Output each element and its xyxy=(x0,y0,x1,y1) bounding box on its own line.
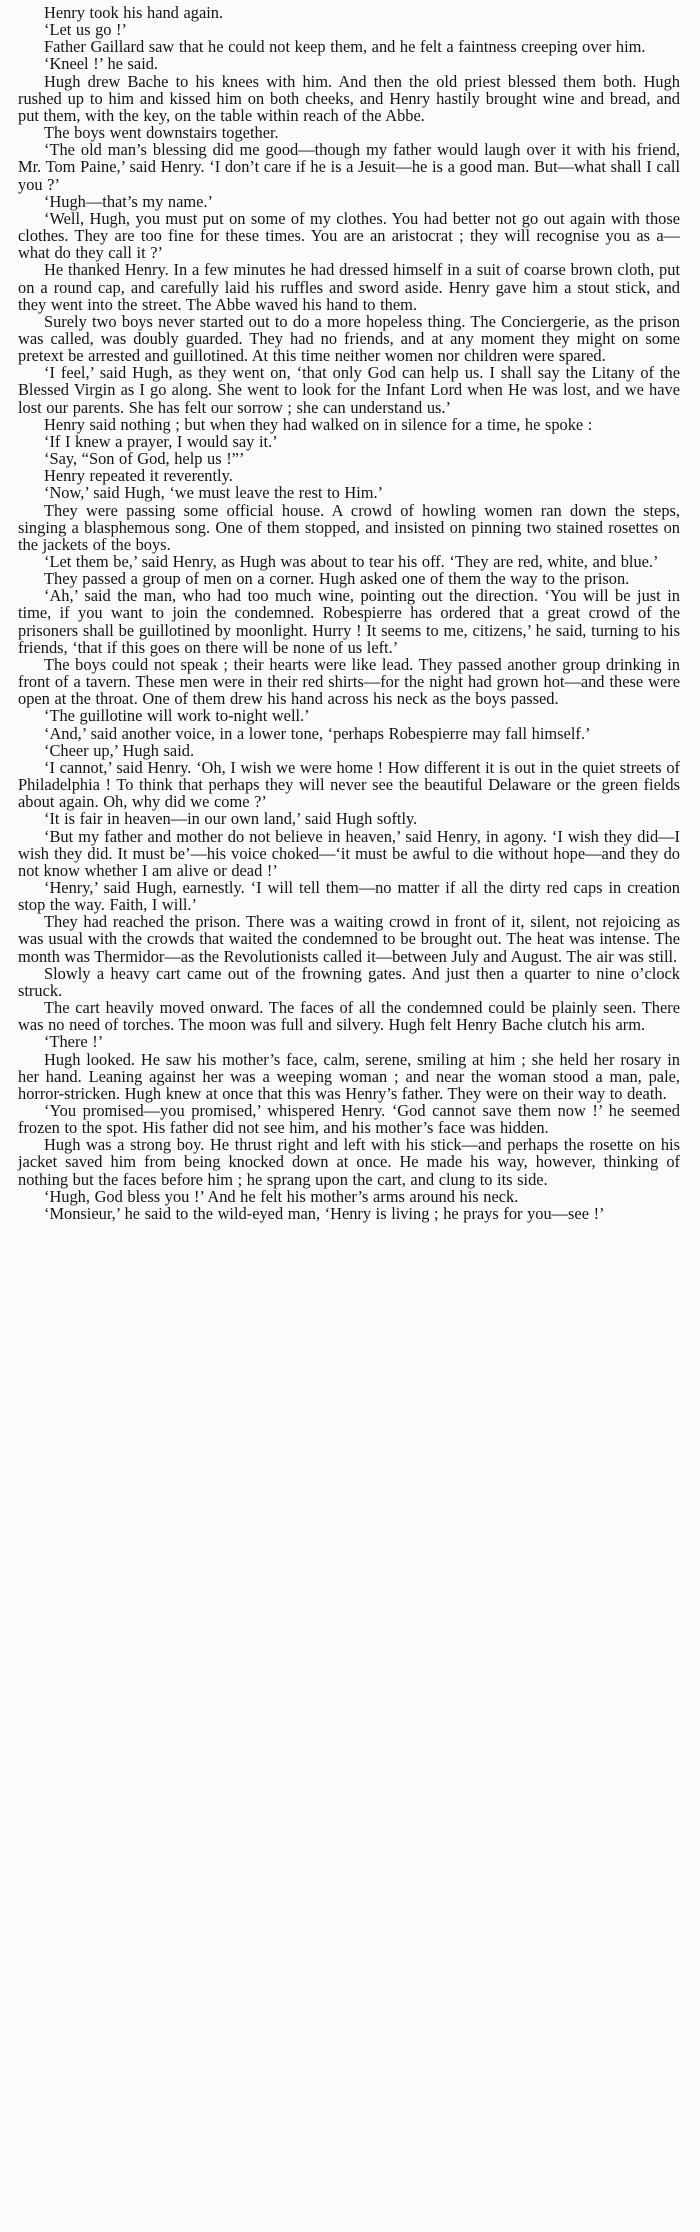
paragraph-downstairs: The boys went downstairs together. xyxy=(44,123,279,143)
paragraph-god-bless-you: ‘Hugh, God bless you !’ And he felt his mother’s arms around his neck. xyxy=(44,1186,519,1206)
paragraph-let-them-be: ‘Let them be,’ said Henry, as Hugh was about to tear his off. ‘They are red, white, and blue.’ xyxy=(44,552,659,571)
paragraph-cart-moved: The cart heavily moved onward. The faces of all the condemned could be plainly seen. There was no need of torches. The moon was full and silvery. Hugh felt Henry Bache clutch his arm. xyxy=(18,998,680,1035)
paragraph-do-not-believe: ‘But my father and mother do not believe in heaven,’ said Henry, in agony. ‘I wish they did—I wish they did. It must be’—his voice choked—‘it must be awful to die without hope—and they do not know whether I am alive or dead !’ xyxy=(18,826,680,880)
paragraph-henry-silence: Henry said nothing ; but when they had walked on in silence for a time, he spoke : xyxy=(44,414,593,434)
paragraph-leave-rest: ‘Now,’ said Hugh, ‘we must leave the rest to Him.’ xyxy=(44,483,384,503)
paragraph-tavern: The boys could not speak ; their hearts were like lead. They passed another group drinking in front of a tavern. These men were in their red shirts—for the night had grown hot—and these were open at the throat. One of them drew his hand across his neck as the boys passed. xyxy=(18,654,680,709)
paragraph-philadelphia: ‘I cannot,’ said Henry. ‘Oh, I wish we were home ! How different it is out in the quiet streets of Philadelphia ! To think that perhaps they will never see the beautiful Delaware or the green fields about again. Oh, why did we come ?’ xyxy=(18,757,680,812)
paragraph-litany: ‘I feel,’ said Hugh, as they went on, ‘that only God can help us. I shall say the Litany of the Blessed Virgin as I go along. She went to look for the Infant Lord when He was lost, and we have lost our parents. She has felt our sorrow ; she can understand us.’ xyxy=(18,363,680,417)
paragraph-reached-prison: They had reached the prison. There was a waiting crowd in front of it, silent, not rejoicing as was usual with the crowds that waited the condemned to be brought out. The heat was intense. The month was Thermidor—as the Revolutionists called it—between July and August. The air was still. xyxy=(18,912,680,966)
paragraph-guillotine-work: ‘The guillotine will work to-night well.’ xyxy=(44,706,310,726)
paragraph-hughs-name: ‘Hugh—that’s my name.’ xyxy=(44,191,213,211)
paragraph-you-promised: ‘You promised—you promised,’ whispered Henry. ‘God cannot save them now !’ he seemed frozen to the spot. His father did not see him, and his mother’s face was hidden. xyxy=(18,1101,680,1138)
paragraph-priest-blessed: Hugh drew Bache to his knees with him. And then the old priest blessed them both. Hugh rushed up to him and kissed him on both cheeks, and Henry hastily brought wine and bread, and put them, with the key, on the table within reach of the Abbe. xyxy=(18,71,680,125)
paragraph-old-mans-blessing: ‘The old man’s blessing did me good—though my father would laugh over it with his friend, Mr. Tom Paine,’ said Henry. ‘I don’t care if he is a Jesuit—he is a good man. But—what shall I call you ?’ xyxy=(18,140,680,194)
paragraph-faith-i-will: ‘Henry,’ said Hugh, earnestly. ‘I will tell them—no matter if all the dirty red caps in creation stop the way. Faith, I will.’ xyxy=(18,877,680,915)
paragraph-hopeless-thing: Surely two boys never started out to do a more hopeless thing. The Conciergerie, as the prison was called, was doubly guarded. They had no friends, and at any moment they might on some pretext be arrested and guillotined. At this time neither women nor children were spared. xyxy=(18,311,680,366)
paragraph-heavy-cart: Slowly a heavy cart came out of the frowning gates. And just then a quarter to nine o’clock struck. xyxy=(18,963,680,1000)
paragraph-cheer-up: ‘Cheer up,’ Hugh said. xyxy=(44,740,195,760)
paragraph-fair-in-heaven: ‘It is fair in heaven—in our own land,’ said Hugh softly. xyxy=(44,809,418,829)
paragraph-robespierre-fall: ‘And,’ said another voice, in a lower tone, ‘perhaps Robespierre may fall himself.’ xyxy=(44,723,591,743)
paragraph-henry-took-hand: Henry took his hand again. xyxy=(44,3,224,22)
paragraph-if-i-knew-prayer: ‘If I knew a prayer, I would say it.’ xyxy=(44,431,278,451)
paragraph-let-us-go: ‘Let us go !’ xyxy=(44,20,127,40)
paragraph-there: ‘There !’ xyxy=(44,1032,104,1052)
paragraph-group-of-men: They passed a group of men on a corner. Hugh asked one of them the way to the prison. xyxy=(44,569,630,589)
paragraph-kneel: ‘Kneel !’ he said. xyxy=(44,54,159,74)
paragraph-robespierre-order: ‘Ah,’ said the man, who had too much wine, pointing out the direction. ‘You will be just in time, if you want to join the condemned. Robespierre has ordered that a great crowd of the prisoners shall be guillotined by moonlight. Hurry ! It seems to me, citizens,’ he said, turning to his friends, ‘that if this goes on there will be none of us left.’ xyxy=(18,586,680,657)
paragraph-father-gaillard: Father Gaillard saw that he could not keep them, and he felt a faintness creeping over him. xyxy=(44,37,646,57)
paragraph-clothes: ‘Well, Hugh, you must put on some of my clothes. You had better not go out again with those clothes. They are too fine for these times. You are an aristocrat ; they will recognise you as a—what do they call it ?’ xyxy=(18,208,680,263)
paragraph-son-of-god: ‘Say, “Son of God, help us !”’ xyxy=(44,449,245,469)
paragraph-repeated: Henry repeated it reverently. xyxy=(44,466,233,486)
paragraph-howling-women: They were passing some official house. A crowd of howling women ran down the steps, singing a blasphemous song. One of them stopped, and insisted on pinning two stained rosettes on the jackets of the boys. xyxy=(18,500,680,554)
paragraph-dressed: He thanked Henry. In a few minutes he had dressed himself in a suit of coarse brown cloth, put on a round cap, and carefully laid his ruffles and sword aside. Henry gave him a stout stick, and they went into the street. The Abbe waved his hand to them. xyxy=(18,260,680,314)
paragraph-mothers-face: Hugh looked. He saw his mother’s face, calm, serene, smiling at him ; she held her rosary in her hand. Leaning against her was a weeping woman ; and near the woman stood a man, pale, horror-stricken. Hugh knew at once that this was Henry’s father. They were on their way to death. xyxy=(18,1049,680,1103)
story-column xyxy=(18,4,680,1222)
paragraph-strong-boy: Hugh was a strong boy. He thrust right and left with his stick—and perhaps the rosette on his jacket saved him from being knocked down at once. He made his way, however, thinking of nothing but the faces before him ; he sprang upon the cart, and clung to its side. xyxy=(18,1135,680,1189)
paragraph-monsieur: ‘Monsieur,’ he said to the wild-eyed man, ‘Henry is living ; he prays for you—see !’ xyxy=(44,1203,605,1223)
